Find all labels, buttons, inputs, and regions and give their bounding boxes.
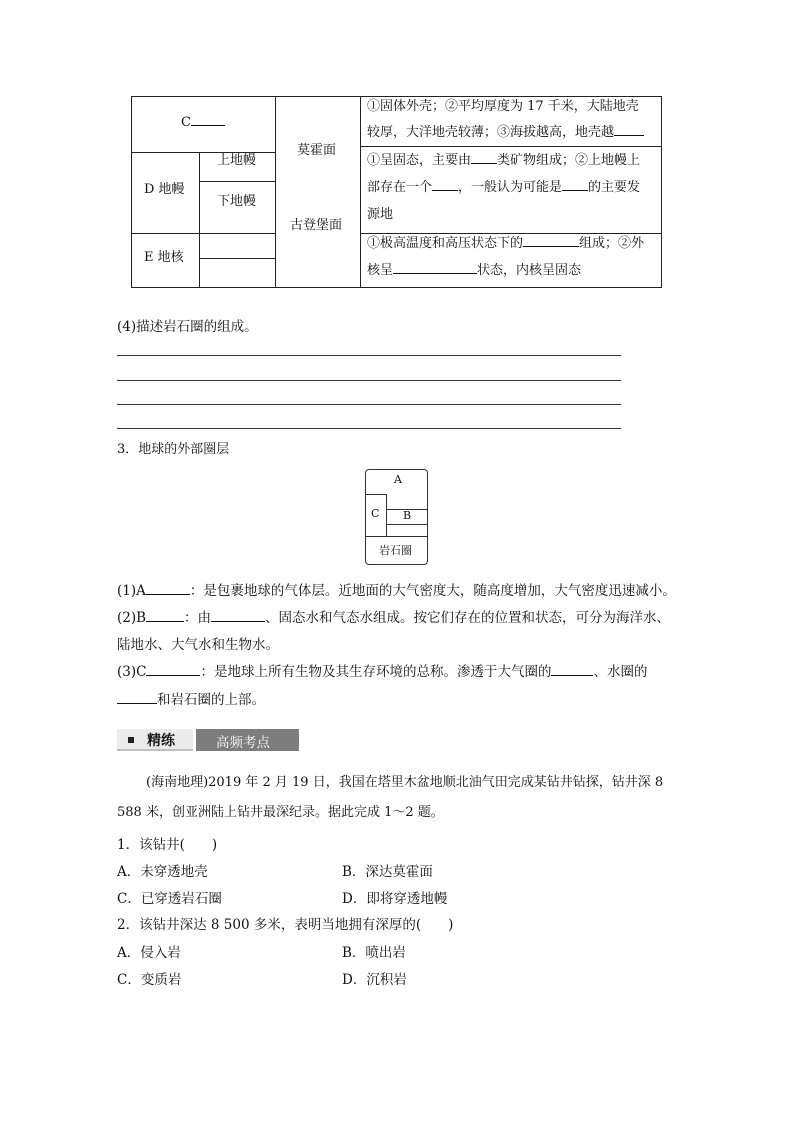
item-3-line1 xyxy=(117,660,647,680)
table-divider xyxy=(360,97,361,287)
crust-desc-line2 xyxy=(367,120,644,146)
item-2-line1 xyxy=(117,606,670,626)
item-3-text: ：是地球上所有生物及其生存环境的总称。渗透于大气圈的 xyxy=(200,664,552,680)
mantle-desc-line2 xyxy=(367,175,640,201)
question-2-option-b[interactable]: B．喷出岩 xyxy=(342,945,406,961)
answer-blank xyxy=(393,259,477,274)
lower-mantle-label: 下地幔 xyxy=(217,194,257,209)
item-3-text: 、水圈的 xyxy=(593,664,648,680)
answer-blank xyxy=(551,662,593,676)
answer-line[interactable] xyxy=(117,404,621,405)
item-3-text: 和岩石圈的上部。 xyxy=(157,692,265,708)
question-2-stem: 2．该钻井深达 8 500 多米，表明当地拥有深厚的( ) xyxy=(117,917,454,933)
section-3-title: 3．地球的外部圈层 xyxy=(117,442,230,457)
core-desc-text: ①极高温度和高压状态下的 xyxy=(367,236,524,251)
mantle-desc-text: ①呈固态，主要由 xyxy=(367,153,472,168)
table-divider xyxy=(199,258,275,259)
diagram-line xyxy=(386,524,428,525)
question-1-stem: 1．该钻井( ) xyxy=(117,837,218,853)
banner-left xyxy=(117,729,193,751)
answer-blank xyxy=(211,608,265,622)
mantle-desc-text: 类矿物组成；②上地幔上 xyxy=(497,153,641,168)
core-label: E 地核 xyxy=(144,250,184,265)
diagram-label-a: A xyxy=(394,473,402,486)
answer-blank xyxy=(432,176,458,191)
question-1-option-a[interactable]: A．未穿透地壳 xyxy=(117,864,208,880)
question-1-option-b[interactable]: B．深达莫霍面 xyxy=(342,864,433,880)
item-1-prefix: (1)A xyxy=(117,583,146,599)
upper-mantle-label: 上地幔 xyxy=(217,153,257,168)
core-desc-line1 xyxy=(367,231,644,257)
practice-banner xyxy=(117,729,299,751)
crust-label: C xyxy=(181,115,191,130)
answer-line[interactable] xyxy=(117,380,621,381)
item-1 xyxy=(117,579,676,599)
question-2-option-d[interactable]: D．沉积岩 xyxy=(342,972,407,988)
item-3-prefix: (3)C xyxy=(117,664,147,680)
answer-blank xyxy=(523,232,579,247)
table-divider xyxy=(199,152,200,287)
diagram-line xyxy=(366,494,386,495)
answer-blank xyxy=(117,690,157,704)
passage-line1: (海南地理)2019 年 2 月 19 日，我国在塔里木盆地顺北油气田完成某钻井钻探，钻井深 8 xyxy=(146,775,664,790)
diagram-line xyxy=(366,536,428,537)
answer-blank xyxy=(471,149,497,164)
answer-blank xyxy=(146,662,200,676)
gutenberg-label: 古登堡面 xyxy=(290,218,343,233)
mantle-desc-text: 的主要发 xyxy=(588,180,641,195)
banner-left-label: 精练 xyxy=(147,733,175,749)
answer-blank xyxy=(191,111,225,126)
table-divider xyxy=(199,181,275,182)
crust-label-cell xyxy=(181,110,225,136)
item-2-text: 、固态水和气态水组成。按它们存在的位置和状态，可分为海洋水、 xyxy=(265,610,671,626)
mantle-desc-line1 xyxy=(367,148,640,174)
answer-line[interactable] xyxy=(117,355,621,356)
answer-line[interactable] xyxy=(117,428,621,429)
diagram-line xyxy=(386,494,387,536)
outer-spheres-diagram xyxy=(365,469,428,565)
item-2-text: ：由 xyxy=(184,610,212,626)
table-divider xyxy=(275,97,276,287)
crust-desc-text: 较厚，大洋地壳较薄；③海拔越高，地壳越 xyxy=(367,125,615,140)
diagram-label-c: C xyxy=(371,507,380,520)
table-divider xyxy=(132,233,275,234)
mantle-label: D 地幔 xyxy=(144,182,185,197)
item-1-text: ：是包裹地球的气体层。近地面的大气密度大，随高度增加，大气密度迅速减小。 xyxy=(189,583,676,599)
diagram-label-lithosphere: 岩石圈 xyxy=(379,544,412,557)
answer-blank xyxy=(562,176,588,191)
mantle-desc-text: 部存在一个 xyxy=(367,180,433,195)
question-1-option-c[interactable]: C．已穿透岩石圈 xyxy=(117,891,222,907)
earth-interior-table xyxy=(131,96,662,288)
square-bullet-icon xyxy=(128,737,134,743)
mantle-desc-text: ，一般认为可能是 xyxy=(458,180,563,195)
core-desc-text: 状态，内核呈固态 xyxy=(477,263,582,278)
question-4: (4)描述岩石圈的组成。 xyxy=(117,319,258,335)
answer-blank xyxy=(146,608,184,622)
core-desc-text: 组成；②外 xyxy=(579,236,645,251)
question-2-option-a[interactable]: A．侵入岩 xyxy=(117,945,181,961)
mantle-desc-line3: 源地 xyxy=(367,207,394,222)
crust-desc-line1: ①固体外壳；②平均厚度为 17 千米，大陆地壳 xyxy=(367,99,639,114)
question-2-option-c[interactable]: C．变质岩 xyxy=(117,972,182,988)
banner-right-label: 高频考点 xyxy=(216,735,270,751)
passage-line2: 588 米，创亚洲陆上钻井最深纪录。据此完成 1～2 题。 xyxy=(117,805,444,820)
diagram-label-b: B xyxy=(403,509,412,522)
question-1-option-d[interactable]: D．即将穿透地幔 xyxy=(342,891,448,907)
item-3-line2 xyxy=(117,688,265,708)
core-desc-line2 xyxy=(367,258,581,284)
item-2-prefix: (2)B xyxy=(117,610,147,626)
banner-right xyxy=(196,729,299,751)
core-desc-text: 核呈 xyxy=(367,263,394,278)
moho-label: 莫霍面 xyxy=(297,143,337,158)
item-2-line2: 陆地水、大气水和生物水。 xyxy=(117,637,279,653)
answer-blank xyxy=(614,121,644,136)
table-divider xyxy=(360,146,661,147)
answer-blank xyxy=(146,581,190,595)
